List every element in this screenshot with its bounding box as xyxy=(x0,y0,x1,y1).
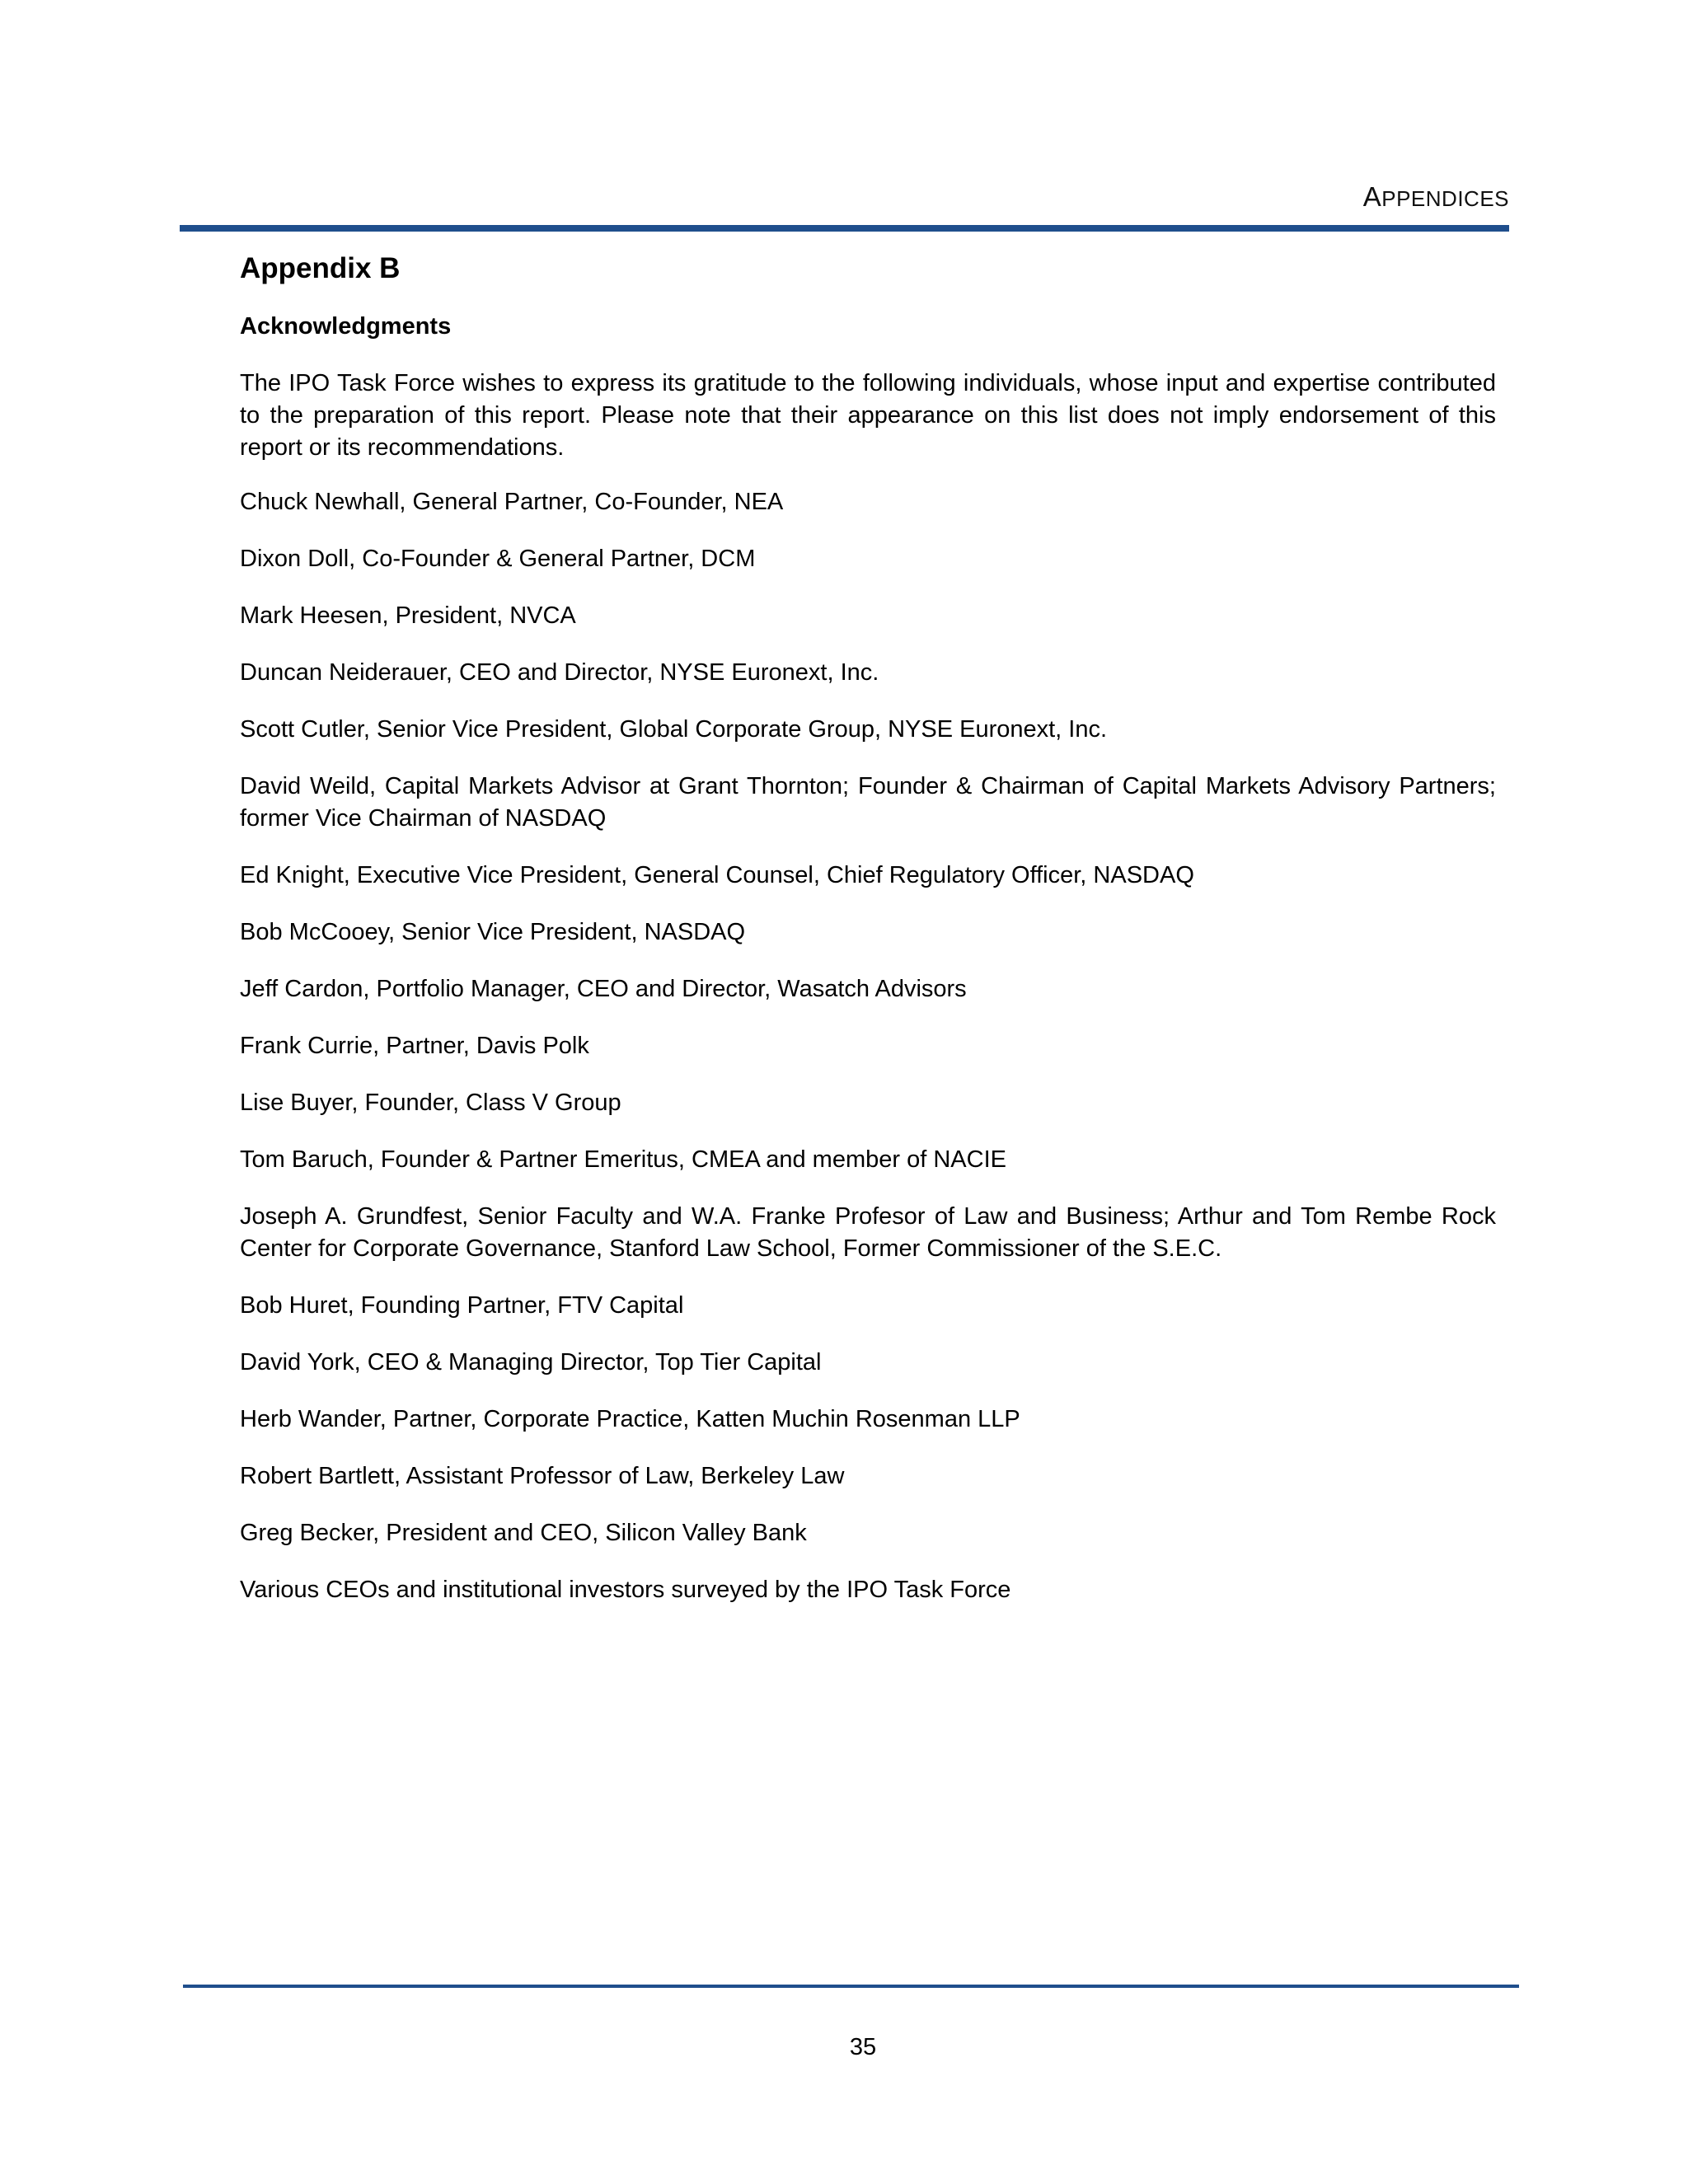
intro-paragraph: The IPO Task Force wishes to express its gratitude to the following individuals, whose input and expertise contributed to the preparation of this report. Please note that their appearance on this list does not imply endorsement of this report or its recommendations. xyxy=(240,370,1496,461)
footer-rule xyxy=(183,1985,1519,1988)
list-item: Herb Wander, Partner, Corporate Practice, Katten Muchin Rosenman LLP xyxy=(240,1406,1020,1432)
list-item: Scott Cutler, Senior Vice President, Global Corporate Group, NYSE Euronext, Inc. xyxy=(240,716,1108,743)
list-item: Various CEOs and institutional investors surveyed by the IPO Task Force xyxy=(240,1577,1011,1603)
list-item: Mark Heesen, President, NVCA xyxy=(240,602,576,629)
list-item: Lise Buyer, Founder, Class V Group xyxy=(240,1090,621,1116)
list-item: Bob Huret, Founding Partner, FTV Capital xyxy=(240,1292,684,1319)
running-header-initial: A xyxy=(1362,181,1382,212)
page-number: 35 xyxy=(849,2034,877,2060)
running-header-rest: PPENDICES xyxy=(1381,186,1509,211)
running-header xyxy=(180,181,1509,213)
list-item: David York, CEO & Managing Director, Top Tier Capital xyxy=(240,1349,822,1376)
list-item: Tom Baruch, Founder & Partner Emeritus, CMEA and member of NACIE xyxy=(240,1146,1006,1173)
appendix-title: Appendix B xyxy=(240,252,401,284)
list-item: Duncan Neiderauer, CEO and Director, NYSE Euronext, Inc. xyxy=(240,659,879,686)
list-item: Joseph A. Grundfest, Senior Faculty and W.A. Franke Profesor of Law and Business; Arthur and Tom Rembe Rock Center for Corporate Governance, Stanford Law School, Former Commissioner of the S.E.C. xyxy=(240,1203,1496,1262)
list-item: David Weild, Capital Markets Advisor at Grant Thornton; Founder & Chairman of Capital Markets Advisory Partners; former Vice Chairman of NASDAQ xyxy=(240,773,1496,832)
list-item: Greg Becker, President and CEO, Silicon Valley Bank xyxy=(240,1520,807,1546)
list-item: Robert Bartlett, Assistant Professor of Law, Berkeley Law xyxy=(240,1463,845,1489)
section-title: Acknowledgments xyxy=(240,313,452,340)
header-rule xyxy=(180,225,1509,232)
list-item: Frank Currie, Partner, Davis Polk xyxy=(240,1033,589,1059)
list-item: Bob McCooey, Senior Vice President, NASDAQ xyxy=(240,919,746,945)
list-item: Dixon Doll, Co-Founder & General Partner, DCM xyxy=(240,546,756,572)
list-item: Ed Knight, Executive Vice President, General Counsel, Chief Regulatory Officer, NASDAQ xyxy=(240,862,1194,888)
list-item: Chuck Newhall, General Partner, Co-Founder, NEA xyxy=(240,489,784,515)
list-item: Jeff Cardon, Portfolio Manager, CEO and Director, Wasatch Advisors xyxy=(240,976,967,1002)
acknowledgments-list xyxy=(240,486,1496,1631)
